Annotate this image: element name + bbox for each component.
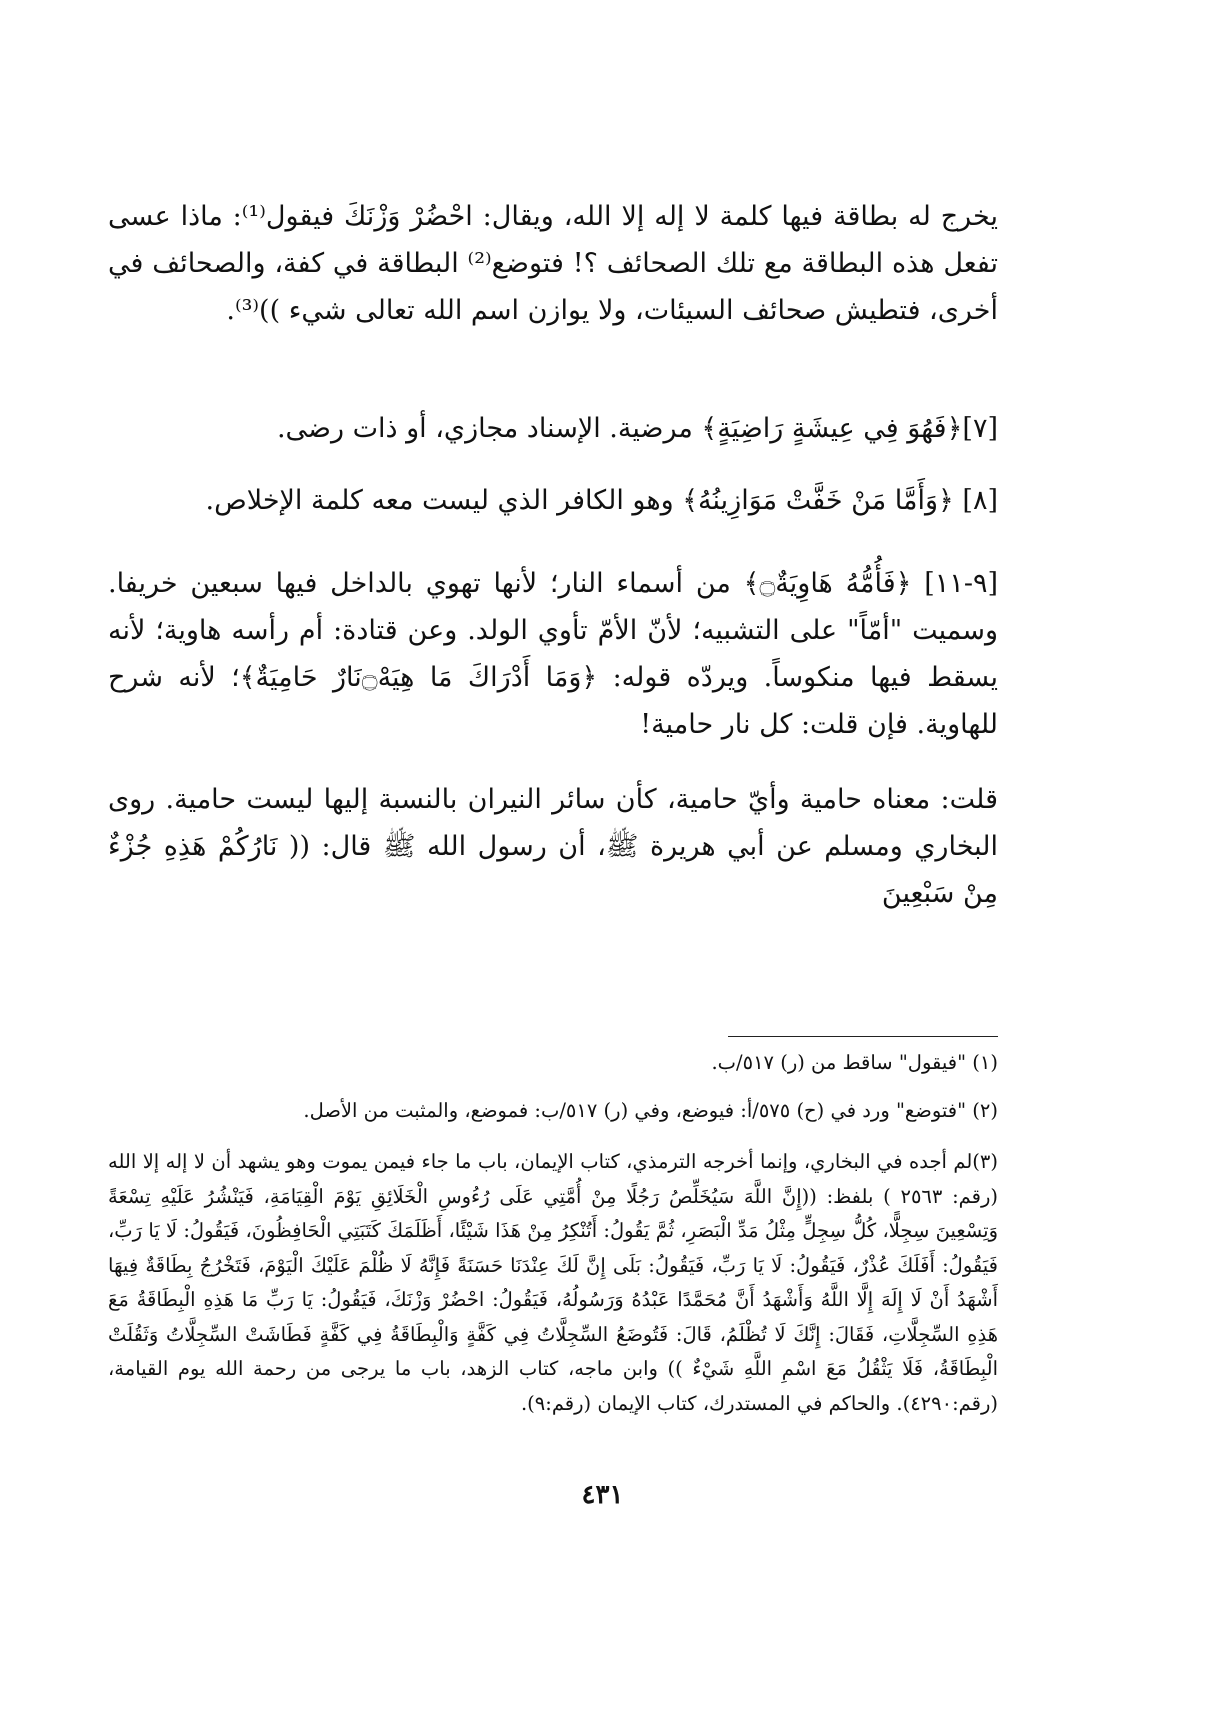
paragraph-verses-9-11: [٩-١١] ﴿فَأُمُّهُ هَاوِيَةٌ۝﴾ من أسماء النار؛ لأنها تهوي بالداخل فيها سبعين خريفا. وسميت "أمّاً" على التشبيه؛ لأنّ الأمّ تأوي الولد. وعن قتادة: أم رأسه هاوية؛ لأنه يسقط فيها منكوساً. ويردّه قوله: ﴿وَمَا أَدْرَاكَ مَا هِيَهْ۝نَارٌ حَامِيَةٌ﴾؛ لأنه شرح للهاوية. فإن قلت: كل نار حامية!	[108, 568, 998, 740]
paragraph-verse-7: [٧]﴿فَهُوَ فِي عِيشَةٍ رَاضِيَةٍ﴾ مرضية. الإسناد مجازي، أو ذات رضى.	[276, 413, 998, 444]
paragraph-verse-8: [٨] ﴿وَأَمَّا مَنْ خَفَّتْ مَوَازِينُهُ﴾ وهو الكافر الذي ليست معه كلمة الإخلاص.	[205, 485, 998, 516]
paragraph-answer: قلت: معناه حامية وأيّ حامية، كأن سائر النيران بالنسبة إليها ليست حامية. روى البخاري ومسلم عن أبي هريرة ﷺ، أن رسول الله ﷺ قال: (( نَارُكُمْ هَذِهِ جُزْءٌ مِنْ سَبْعِينَ	[108, 784, 998, 909]
footnote-3: (٣)لم أجده في البخاري، وإنما أخرجه الترمذي، كتاب الإيمان، باب ما جاء فيمن يموت وهو يشهد أن لا إله إلا الله (رقم: ٢٥٦٣ ) بلفظ: ((إِنَّ اللَّهَ سَيُخَلِّصُ رَجُلًا مِنْ أُمَّتِي عَلَى رُءُوسِ الْخَلَائِقِ يَوْمَ الْقِيَامَةِ، فَيَنْشُرُ عَلَيْهِ تِسْعَةً وَتِسْعِينَ سِجِلًّا، كُلُّ سِجِلٍّ مِثْلُ مَدِّ الْبَصَرِ، ثُمَّ يَقُولُ: أَتُنْكِرُ مِنْ هَذَا شَيْئًا، أَظَلَمَكَ كَتَبَتِي الْحَافِظُونَ، فَيَقُولُ: لَا يَا رَبِّ، فَيَقُولُ: أَفَلَكَ عُذْرٌ، فَيَقُولُ: لَا يَا رَبِّ، فَيَقُولُ: بَلَى إِنَّ لَكَ عِنْدَنَا حَسَنَةً فَإِنَّهُ لَا ظُلْمَ عَلَيْكَ الْيَوْمَ، فَتَخْرُجُ بِطَاقَةٌ فِيهَا أَشْهَدُ أَنْ لَا إِلَهَ إِلَّا اللَّهُ وَأَشْهَدُ أَنَّ مُحَمَّدًا عَبْدُهُ وَرَسُولُهُ، فَيَقُولُ: احْضُرْ وَزْنَكَ، فَيَقُولُ: يَا رَبِّ مَا هَذِهِ الْبِطَاقَةُ مَعَ هَذِهِ السِّجِلَّاتِ، فَقَالَ: إِنَّكَ لَا تُظْلَمُ، قَالَ: فَتُوضَعُ السِّجِلَّاتُ فِي كَفَّةٍ وَالْبِطَاقَةُ فِي كَفَّةٍ فَطَاشَتْ السِّجِلَّاتُ وَثَقُلَتْ الْبِطَاقَةُ، فَلَا يَثْقُلُ مَعَ اسْمِ اللَّهِ شَيْءٌ )) وابن ماجه، كتاب الزهد، باب ما يرجى من رحمة الله يوم القيامة، (رقم:٤٢٩٠). والحاكم في المستدرك، كتاب الإيمان (رقم:٩).	[108, 1150, 998, 1415]
footnote-separator	[728, 1036, 998, 1037]
page-number: ٤٣١	[581, 1480, 624, 1510]
paragraph-hadith-continuation: يخرج له بطاقة فيها كلمة لا إله إلا الله، ويقال: احْضُرْ وَزْنَكَ فيقول⁽¹⁾: ماذا عسى تفعل هذه البطاقة مع تلك الصحائف ؟! فتوضع⁽²⁾ البطاقة في كفة، والصحائف في أخرى، فتطيش صحائف السيئات، ولا يوازن اسم الله تعالى شيء ))⁽³⁾.	[108, 201, 998, 326]
footnote-1: (١) "فيقول" ساقط من (ر) ٥١٧/ب.	[711, 1051, 998, 1074]
footnote-2: (٢) "فتوضع" ورد في (ح) ٥٧٥/أ: فيوضع، وفي (ر) ٥١٧/ب: فموضع، والمثبت من الأصل.	[303, 1099, 998, 1122]
